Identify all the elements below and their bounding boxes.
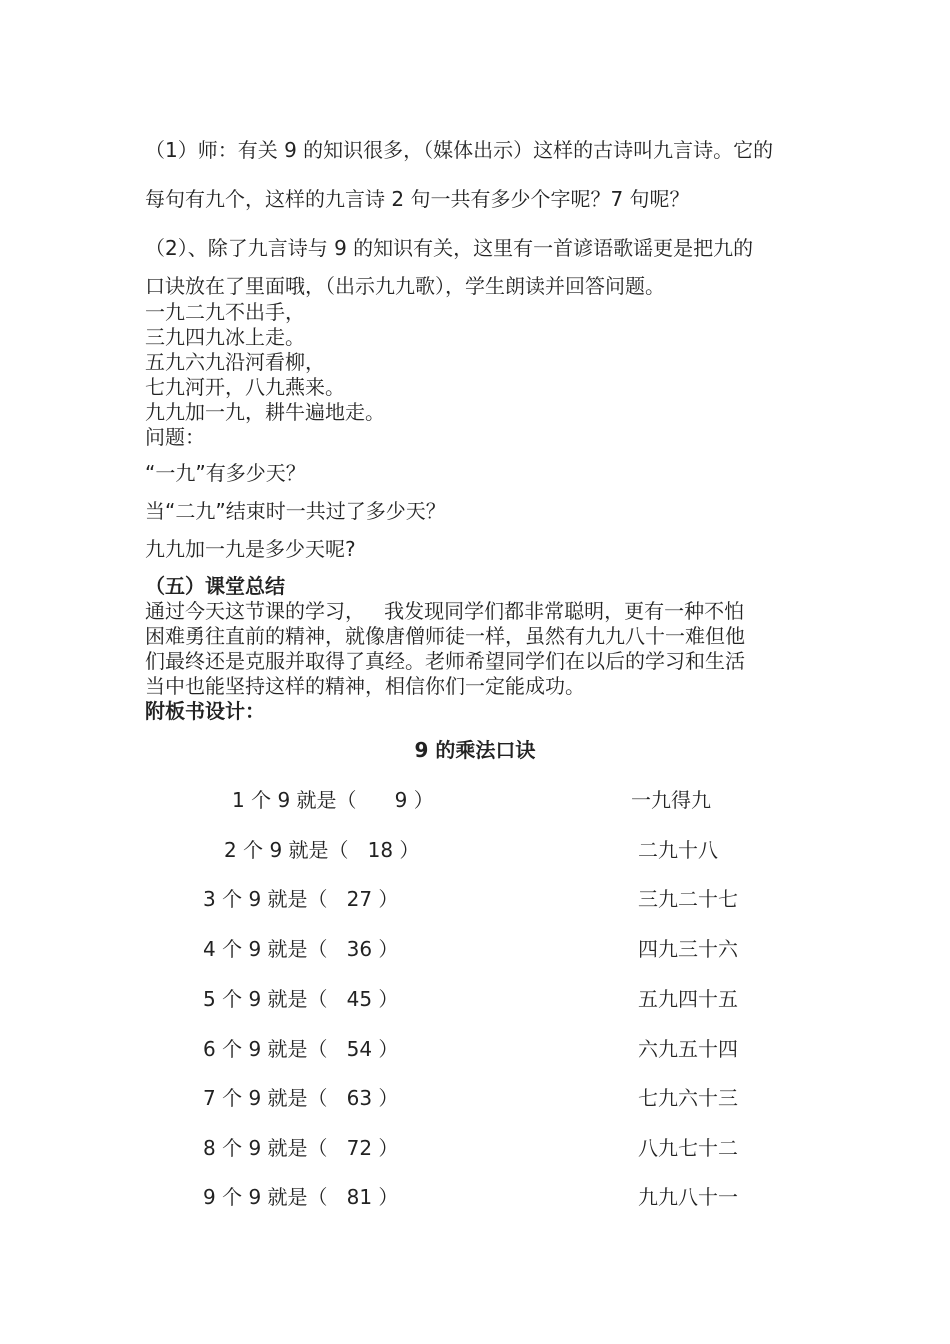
- multiplication-row-right: 二九十八: [638, 838, 718, 862]
- poem-line: 三九四九冰上走。: [145, 325, 305, 349]
- multiplication-row-right: 六九五十四: [638, 1037, 738, 1061]
- summary-line: 困难勇往直前的精神，就像唐僧师徒一样，虽然有九九八十一难但他: [145, 624, 745, 648]
- multiplication-row-right: 一九得九: [631, 788, 711, 812]
- multiplication-row-left: 5 个 9 就是（ 45 ）: [203, 987, 399, 1011]
- poem-line: 一九二九不出手，: [145, 300, 305, 324]
- poem-line: 九九加一九，耕牛遍地走。: [145, 400, 385, 424]
- question-3: 九九加一九是多少天呢?: [145, 537, 356, 561]
- multiplication-row-left: 1 个 9 就是（ 9 ）: [232, 788, 434, 812]
- multiplication-row-left: 2 个 9 就是（ 18 ）: [224, 838, 420, 862]
- paragraph-2-line-2: 口诀放在了里面哦，（出示九九歌），学生朗读并回答问题。: [145, 274, 665, 298]
- multiplication-row-left: 8 个 9 就是（ 72 ）: [203, 1136, 399, 1160]
- paragraph-1-line-1: （1）师：有关 9 的知识很多，（媒体出示）这样的古诗叫九言诗。它的: [145, 138, 774, 162]
- paragraph-1-line-2: 每句有九个，这样的九言诗 2 句一共有多少个字呢？7 句呢？: [145, 187, 690, 211]
- multiplication-row-left: 9 个 9 就是（ 81 ）: [203, 1185, 399, 1209]
- multiplication-row-left: 3 个 9 就是（ 27 ）: [203, 887, 399, 911]
- multiplication-row-right: 七九六十三: [638, 1086, 738, 1110]
- summary-line: 当中也能坚持这样的精神，相信你们一定能成功。: [145, 674, 585, 698]
- multiplication-row-left: 6 个 9 就是（ 54 ）: [203, 1037, 399, 1061]
- summary-line: 通过今天这节课的学习， 我发现同学们都非常聪明，更有一种不怕: [145, 599, 745, 623]
- poem-line: 五九六九沿河看柳，: [145, 350, 325, 374]
- multiplication-row-left: 4 个 9 就是（ 36 ）: [203, 937, 399, 961]
- multiplication-row-left: 7 个 9 就是（ 63 ）: [203, 1086, 399, 1110]
- multiplication-row-right: 九九八十一: [638, 1185, 738, 1209]
- poem-line: 七九河开，八九燕来。: [145, 375, 345, 399]
- summary-line: 们最终还是克服并取得了真经。老师希望同学们在以后的学习和生活: [145, 649, 745, 673]
- multiplication-row-right: 五九四十五: [638, 987, 738, 1011]
- paragraph-2-line-1: （2）、除了九言诗与 9 的知识有关，这里有一首谚语歌谣更是把九的: [145, 236, 754, 260]
- summary-heading: （五）课堂总结: [145, 574, 285, 598]
- multiplication-row-right: 八九七十二: [638, 1136, 738, 1160]
- board-title: 9 的乘法口诀: [414, 738, 536, 762]
- questions-label: 问题：: [145, 425, 205, 449]
- board-heading: 附板书设计：: [145, 699, 265, 723]
- question-2: 当“二九”结束时一共过了多少天？: [145, 499, 446, 523]
- multiplication-row-right: 三九二十七: [638, 887, 738, 911]
- multiplication-row-right: 四九三十六: [638, 937, 738, 961]
- question-1: “一九”有多少天？: [145, 461, 306, 485]
